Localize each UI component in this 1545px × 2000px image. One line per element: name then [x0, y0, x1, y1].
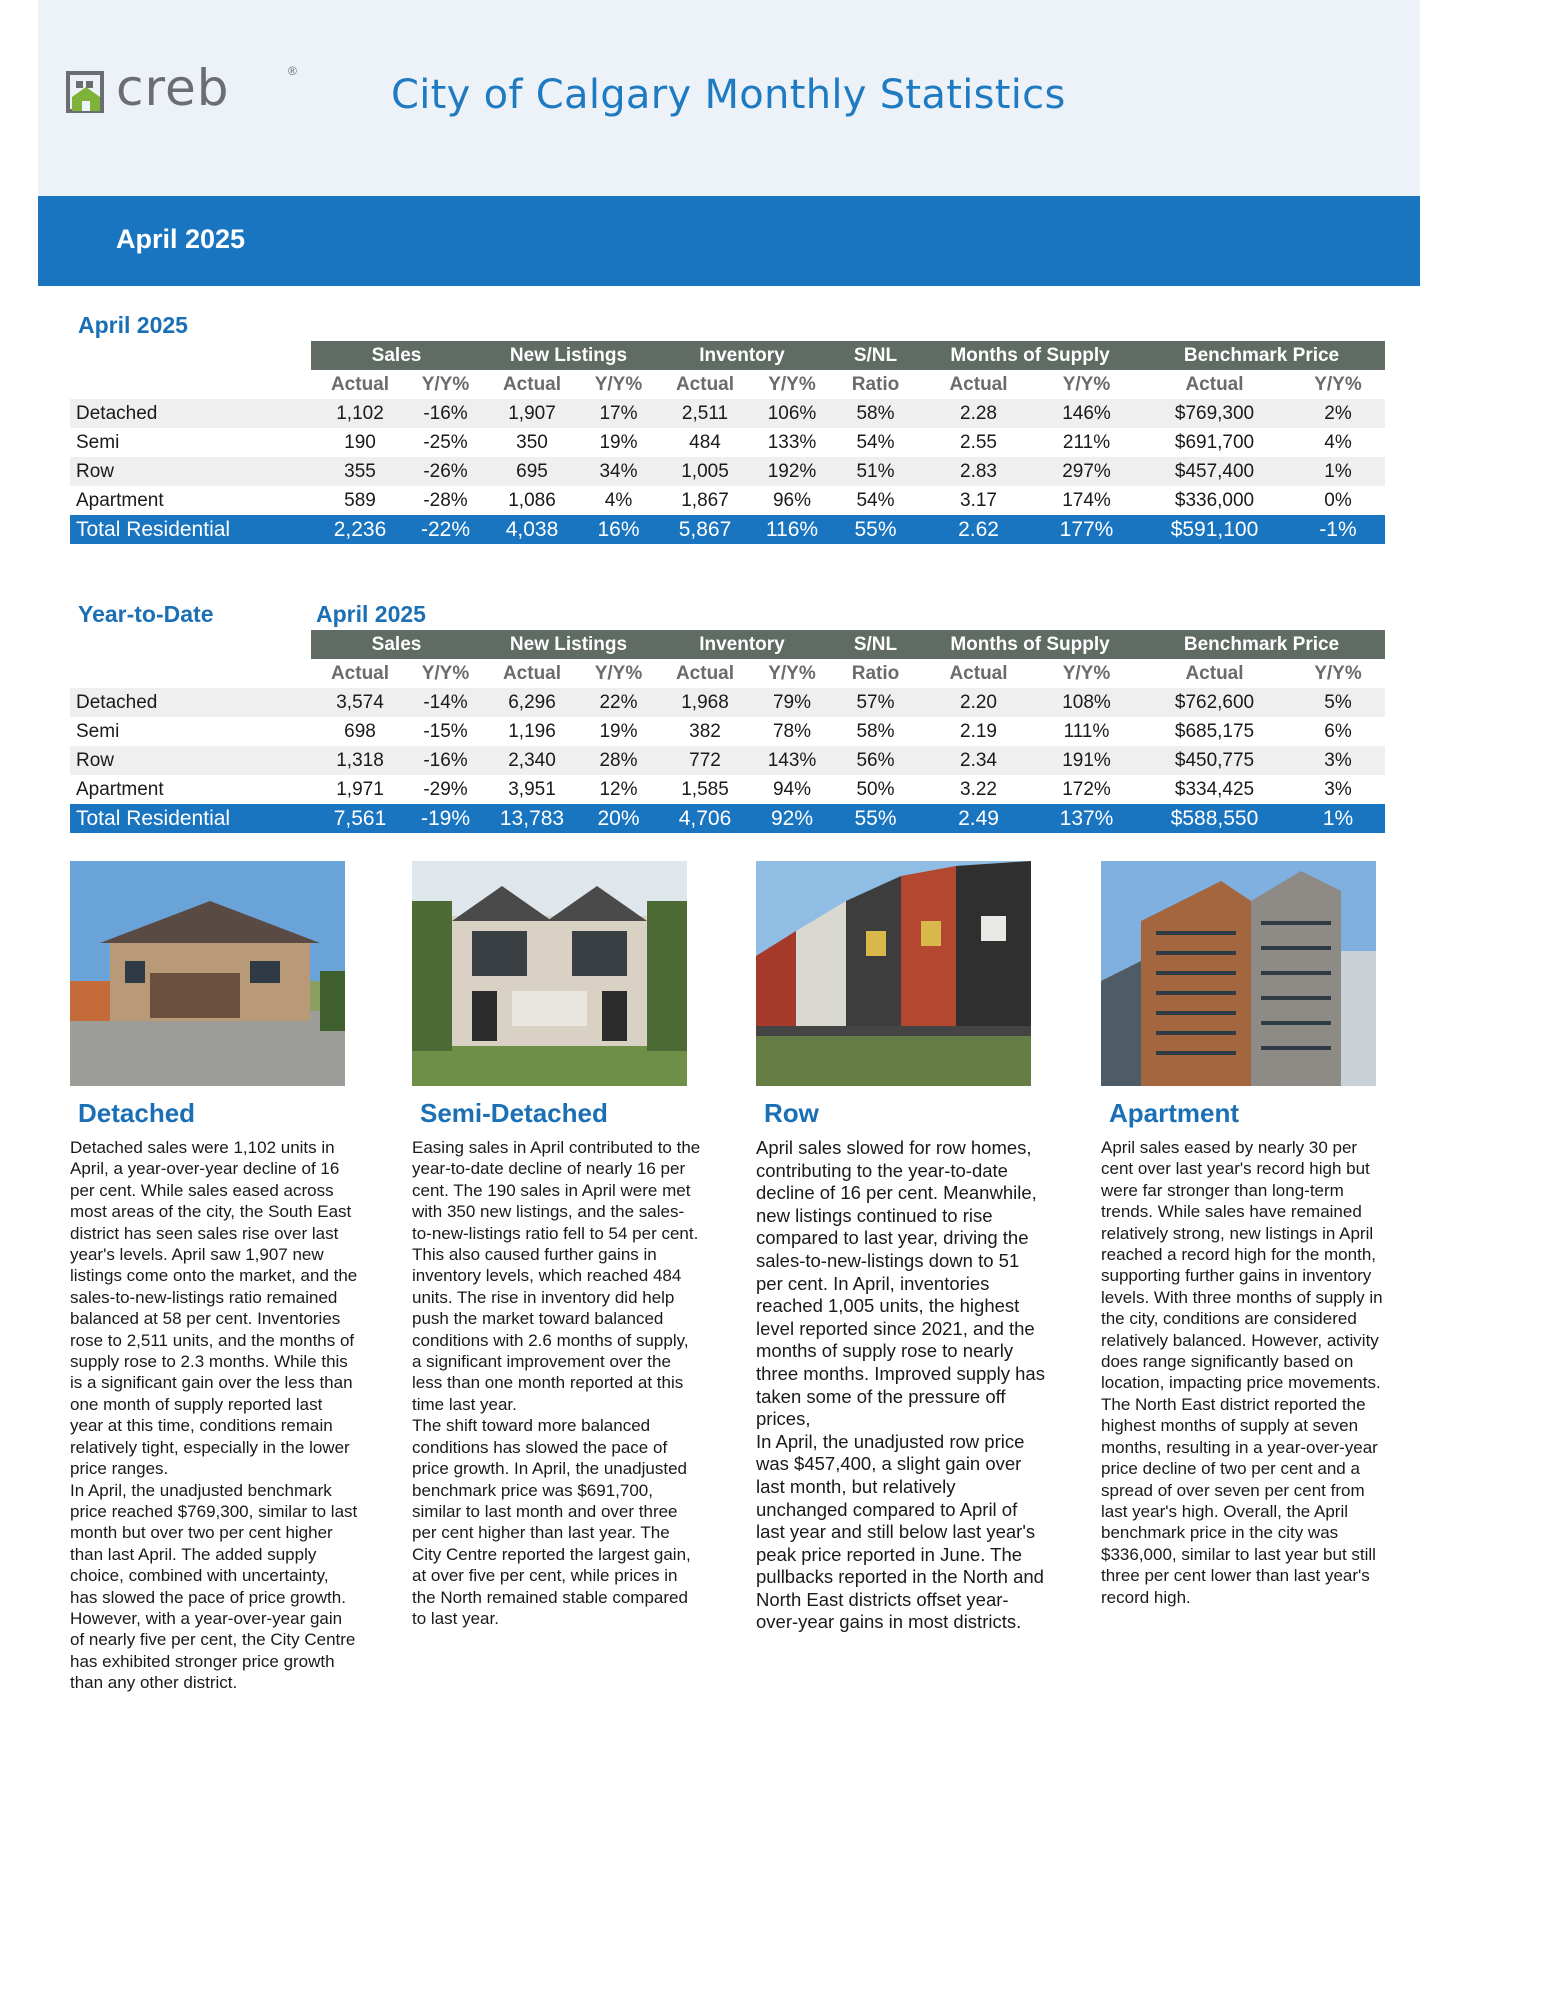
apartment-column — [1101, 861, 1391, 1607]
table-cell: $691,700 — [1174, 431, 1255, 453]
group-header-months-of-supply: Months of Supply — [922, 341, 1138, 370]
group-header-snl: S/NL — [829, 341, 922, 370]
table-cell: 382 — [689, 720, 721, 742]
sub-header: Y/Y% — [421, 662, 470, 684]
column-title: Semi-Detached — [420, 1098, 608, 1128]
group-header-benchmark-price: Benchmark Price — [1138, 630, 1385, 659]
table-cell: -16% — [409, 399, 482, 428]
sub-header: Actual — [1185, 662, 1244, 684]
sub-header: Actual — [675, 662, 735, 684]
table-cell: 172% — [1062, 778, 1111, 800]
table-cell: 54% — [856, 431, 895, 453]
sub-header: Actual — [502, 662, 562, 684]
table-cell: $685,175 — [1174, 720, 1255, 742]
table-cell: $591,100 — [1138, 515, 1291, 544]
table-total-row — [70, 804, 1385, 833]
table-cell: 190 — [344, 431, 376, 453]
table-cell: 56% — [829, 746, 922, 775]
sub-header: Y/Y% — [1314, 662, 1362, 684]
table-cell: 143% — [755, 746, 829, 775]
table-cell: 92% — [755, 804, 829, 833]
table-cell: -16% — [409, 746, 482, 775]
table-cell: 79% — [755, 688, 829, 717]
detached-house-photo — [70, 861, 345, 1086]
creb-logo[interactable] — [66, 59, 297, 122]
table-cell: 2.83 — [922, 457, 1035, 486]
sub-header: Y/Y% — [768, 662, 816, 684]
table-cell: 19% — [599, 431, 638, 453]
sub-header: Actual — [330, 662, 390, 684]
table-cell: 12% — [599, 778, 638, 800]
table-cell: 192% — [755, 457, 829, 486]
table-cell: 698 — [344, 720, 376, 742]
table-row — [70, 399, 1385, 428]
table-cell: 58% — [829, 399, 922, 428]
table-cell: 297% — [1035, 457, 1138, 486]
table-cell: 3% — [1291, 746, 1385, 775]
ytd-section-label: Year-to-Date — [78, 601, 214, 627]
table-cell: 1,102 — [311, 399, 409, 428]
table-cell: 111% — [1063, 720, 1110, 742]
group-header-benchmark-price: Benchmark Price — [1138, 341, 1385, 370]
period-band-label: April 2025 — [116, 224, 246, 254]
table-cell: 4,706 — [655, 804, 755, 833]
table-cell: 7,561 — [311, 804, 409, 833]
table-cell: 3.22 — [960, 778, 997, 800]
table-cell: 22% — [582, 688, 655, 717]
table-cell: 2% — [1291, 399, 1385, 428]
group-header-snl: S/NL — [829, 630, 922, 659]
table-cell: 34% — [582, 457, 655, 486]
table-cell: 106% — [755, 399, 829, 428]
report-header — [38, 0, 1420, 196]
table-sub-header-row — [70, 370, 1385, 399]
sub-header: Ratio — [851, 373, 900, 395]
table-sub-header-row — [70, 659, 1385, 688]
column-paragraph: In April, the unadjusted benchmark price reached $769,300, similar to last month but over two per cent higher than last April. The added supply choice, combined with uncertainty, has slowed the pace of price growth. However, with a year-over-year gain of nearly five per cent, the City Centre has exhibited stronger price growth than any other district. — [70, 1480, 358, 1693]
ytd-stats-table — [70, 630, 1385, 833]
table-cell: 1% — [1291, 457, 1385, 486]
row-category-cell: Detached — [70, 688, 311, 717]
row-category-cell: Total Residential — [70, 804, 311, 833]
table-cell: 1,867 — [681, 489, 729, 511]
column-paragraph: April sales slowed for row homes, contributing to the year-to-date decline of 16 per cent. Meanwhile, new listings continued to rise compared to last year, driving the sales-to-new-listings down to 51 per cent. In April, inventories reached 1,005 units, the highest level reported since 2021, and the months of supply rose to nearly three months. Improved supply has taken some of the pressure off prices, — [756, 1137, 1045, 1430]
table-cell: 54% — [856, 489, 895, 511]
column-paragraph: Easing sales in April contributed to the year-to-date decline of nearly 16 per cent. The 190 sales in April were met with 350 new listings, and the sales-to-new-listings ratio fell to 54 per cent. This also caused further gains in inventory levels, which reached 484 units. The rise in inventory did help push the market toward balanced conditions with 2.6 months of supply, a significant improvement over the less than one month reported at this time last year. — [412, 1138, 701, 1414]
table-cell: 5,867 — [655, 515, 755, 544]
table-cell: $762,600 — [1138, 688, 1291, 717]
table-cell: 78% — [772, 720, 812, 742]
group-header-sales: Sales — [311, 341, 482, 370]
table-cell: $769,300 — [1138, 399, 1291, 428]
table-cell: 146% — [1035, 399, 1138, 428]
table-cell: 96% — [772, 489, 812, 511]
table-cell: 2.49 — [922, 804, 1035, 833]
logo-wordmark: creb — [116, 59, 230, 117]
table-cell: 58% — [856, 720, 895, 742]
table-cell: 55% — [829, 515, 922, 544]
table-cell: 6% — [1324, 720, 1352, 742]
table-cell: 589 — [344, 489, 376, 511]
table-cell: 20% — [582, 804, 655, 833]
table-cell: 2.20 — [922, 688, 1035, 717]
table-cell: $588,550 — [1138, 804, 1291, 833]
table-cell: 4,038 — [482, 515, 582, 544]
column-body — [1101, 1137, 1391, 1608]
table-row — [70, 746, 1385, 775]
period-band — [38, 196, 1420, 286]
column-body — [70, 1137, 360, 1694]
table-cell: 19% — [599, 720, 638, 742]
table-row — [70, 428, 1385, 457]
column-paragraph: The North East district reported the highest months of supply at seven months, resulting in a year-over-year price decline of two per cent and a spread of over seven per cent from last year's high. Overall, the April benchmark price in the city was $336,000, similar to last year but still three per cent lower than last year's record high. — [1101, 1394, 1378, 1607]
table-cell: 350 — [516, 431, 548, 453]
sub-header: Y/Y% — [594, 662, 643, 684]
table-cell: 1,585 — [681, 778, 729, 800]
table-cell: -19% — [409, 804, 482, 833]
table-cell: 16% — [582, 515, 655, 544]
group-header-months-of-supply: Months of Supply — [922, 630, 1138, 659]
table-cell: -15% — [423, 720, 468, 742]
row-category-cell: Apartment — [76, 778, 164, 800]
ytd-period-label: April 2025 — [316, 601, 426, 627]
sub-header: Y/Y% — [768, 373, 816, 395]
table-cell: -1% — [1291, 515, 1385, 544]
registered-mark: ® — [288, 64, 297, 78]
table-cell: $450,775 — [1138, 746, 1291, 775]
table-cell: 94% — [772, 778, 812, 800]
monthly-stats-table — [70, 341, 1385, 544]
table-corner — [70, 630, 311, 659]
table-cell: 1,086 — [508, 489, 556, 511]
table-cell: -29% — [423, 778, 468, 800]
table-cell: 4% — [1324, 431, 1352, 453]
group-header-new-listings: New Listings — [482, 630, 655, 659]
table-cell: 50% — [856, 778, 895, 800]
table-cell: 5% — [1291, 688, 1385, 717]
table-cell: 57% — [829, 688, 922, 717]
table-cell: 4% — [604, 489, 633, 511]
table-cell: 355 — [311, 457, 409, 486]
sub-header: Actual — [502, 373, 562, 395]
table-cell: 1,005 — [655, 457, 755, 486]
table-cell: 116% — [755, 515, 829, 544]
table-cell: 695 — [482, 457, 582, 486]
table-cell: $334,425 — [1174, 778, 1255, 800]
table-row — [70, 688, 1385, 717]
sub-header: Actual — [675, 373, 735, 395]
column-title: Apartment — [1109, 1098, 1240, 1128]
table-cell: -14% — [409, 688, 482, 717]
table-cell: -26% — [409, 457, 482, 486]
table-cell: 1% — [1291, 804, 1385, 833]
table-cell: 6,296 — [482, 688, 582, 717]
table-cell: 1,196 — [508, 720, 556, 742]
row-category-cell: Semi — [76, 431, 120, 453]
table-row — [70, 457, 1385, 486]
sub-header: Actual — [330, 373, 390, 395]
row-category-cell: Apartment — [76, 489, 164, 511]
table-cell: 2.62 — [922, 515, 1035, 544]
column-body — [756, 1137, 1046, 1634]
table-cell: 0% — [1324, 489, 1352, 511]
table-row — [70, 717, 1385, 746]
table-cell: 484 — [689, 431, 721, 453]
sub-header: Y/Y% — [1062, 373, 1111, 395]
group-header-inventory: Inventory — [655, 341, 829, 370]
page-title: City of Calgary Monthly Statistics — [391, 72, 1066, 118]
group-header-inventory: Inventory — [655, 630, 829, 659]
table-cell: 211% — [1062, 431, 1111, 453]
table-cell: 2.19 — [960, 720, 997, 742]
row-category-cell: Row — [70, 457, 311, 486]
table-group-header-row — [70, 341, 1385, 370]
row-townhouse-photo — [756, 861, 1031, 1086]
table-cell: 3% — [1324, 778, 1352, 800]
row-category-cell: Total Residential — [70, 515, 311, 544]
table-row — [70, 775, 1385, 804]
row-category-cell: Semi — [76, 720, 120, 742]
sub-header: Y/Y% — [1314, 373, 1362, 395]
table-cell: -25% — [423, 431, 468, 453]
table-cell: 1,971 — [336, 778, 384, 800]
table-cell: 2,236 — [311, 515, 409, 544]
table-row — [70, 486, 1385, 515]
table-group-header-row — [70, 630, 1385, 659]
table-cell: 1,968 — [655, 688, 755, 717]
column-paragraph: The shift toward more balanced conditions has slowed the pace of price growth. In April, the unadjusted benchmark price was $691,700, similar to last month and over three per cent higher than last year. The City Centre reported the largest gain, at over five per cent, while prices in the North remained stable compared to last year. — [412, 1416, 691, 1628]
table-cell: -22% — [409, 515, 482, 544]
table-cell: 3,951 — [508, 778, 556, 800]
sub-header: Ratio — [851, 662, 900, 684]
table-cell: 17% — [582, 399, 655, 428]
table-cell: 2.28 — [922, 399, 1035, 428]
table-cell: 137% — [1035, 804, 1138, 833]
sub-header: Actual — [949, 662, 1008, 684]
table-cell: -28% — [423, 489, 468, 511]
sub-header: Actual — [949, 373, 1008, 395]
row-category-cell: Row — [70, 746, 311, 775]
table-cell: 108% — [1035, 688, 1138, 717]
table-cell: 2,340 — [482, 746, 582, 775]
sub-header: Actual — [1185, 373, 1244, 395]
sub-header-blank — [70, 370, 311, 399]
table-cell: 772 — [655, 746, 755, 775]
table-cell: 2.55 — [960, 431, 997, 453]
table-cell: 133% — [767, 431, 817, 453]
sub-header: Y/Y% — [421, 373, 470, 395]
table-cell: $457,400 — [1138, 457, 1291, 486]
table-cell: 174% — [1062, 489, 1111, 511]
column-title: Detached — [78, 1098, 196, 1128]
column-body — [412, 1137, 702, 1629]
table-cell: 2.34 — [922, 746, 1035, 775]
table-cell: 13,783 — [482, 804, 582, 833]
column-title: Row — [764, 1098, 819, 1128]
table-cell: 3.17 — [960, 489, 997, 511]
sub-header: Y/Y% — [1062, 662, 1111, 684]
semi-detached-column — [412, 861, 702, 1628]
sub-header-blank — [70, 659, 311, 688]
creb-house-icon — [66, 69, 106, 115]
table-cell: 55% — [829, 804, 922, 833]
table-cell: 2,511 — [655, 399, 755, 428]
table-cell: 1,318 — [311, 746, 409, 775]
table-cell: 191% — [1035, 746, 1138, 775]
semi-detached-house-photo — [412, 861, 687, 1086]
monthly-section-label: April 2025 — [78, 312, 188, 338]
detached-column — [70, 861, 360, 1693]
column-paragraph: April sales eased by nearly 30 per cent over last year's record high but were far stronger than long-term trends. While sales have remained relatively strong, new listings in April reached a record high for the month, supporting further gains in inventory levels. With three months of supply in the city, conditions are considered relatively balanced. However, activity does range significantly based on location, impacting price movements. — [1101, 1138, 1383, 1393]
table-cell: 28% — [582, 746, 655, 775]
row-category-cell: Detached — [70, 399, 311, 428]
table-cell: 177% — [1035, 515, 1138, 544]
table-cell: $336,000 — [1174, 489, 1255, 511]
table-total-row — [70, 515, 1385, 544]
table-cell: 51% — [829, 457, 922, 486]
apartment-tower-photo — [1101, 861, 1376, 1086]
row-column — [756, 861, 1046, 1633]
group-header-new-listings: New Listings — [482, 341, 655, 370]
sub-header: Y/Y% — [594, 373, 643, 395]
group-header-sales: Sales — [311, 630, 482, 659]
table-cell: 3,574 — [311, 688, 409, 717]
table-cell: 1,907 — [482, 399, 582, 428]
table-corner — [70, 341, 311, 370]
column-paragraph: In April, the unadjusted row price was $457,400, a slight gain over last month, but relatively unchanged compared to April of last year and still below last year's peak price reported in June. The pullbacks reported in the North and North East districts offset year-over-year gains in most districts. — [756, 1430, 1044, 1633]
column-paragraph: Detached sales were 1,102 units in April, a year-over-year decline of 16 per cent. While sales eased across most areas of the city, the South East district has seen sales rise over last year's levels. April saw 1,907 new listings come onto the market, and the sales-to-new-listings ratio remained balanced at 58 per cent. Inventories rose to 2,511 units, and the months of supply rose to 2.3 months. While this is a significant gain over the less than one month of supply reported last year at this time, conditions remain relatively tight, especially in the lower price ranges. — [70, 1138, 358, 1479]
